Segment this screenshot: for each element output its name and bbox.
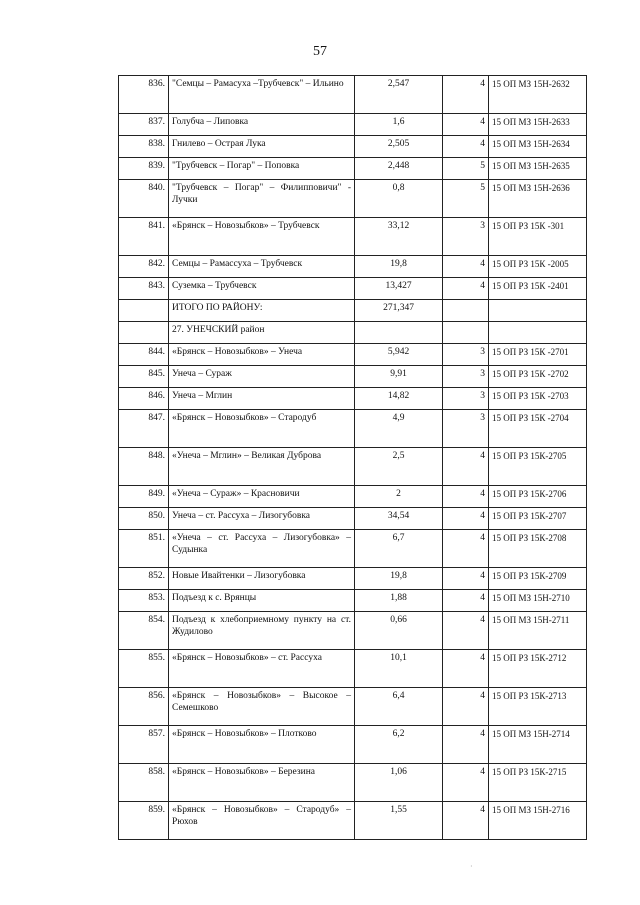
road-length: 2,5 — [355, 448, 443, 486]
road-code: 15 ОП МЗ 15Н-2711 — [489, 612, 587, 650]
road-name: «Брянск – Новозыбков» – Стародуб — [169, 410, 355, 448]
table-row — [119, 158, 587, 180]
road-name: «Брянск – Новозыбков» – Березина — [169, 764, 355, 802]
table-row — [119, 486, 587, 508]
roads-table — [118, 75, 587, 840]
road-category: 4 — [443, 278, 489, 300]
road-length: 6,4 — [355, 688, 443, 726]
row-number: 857. — [119, 726, 169, 764]
table-row — [119, 688, 587, 726]
table-row — [119, 256, 587, 278]
road-length: 1,88 — [355, 590, 443, 612]
table-row — [119, 508, 587, 530]
table-row — [119, 590, 587, 612]
road-length: 19,8 — [355, 568, 443, 590]
road-code: 15 ОП МЗ 15Н-2714 — [489, 726, 587, 764]
row-number: 848. — [119, 448, 169, 486]
road-category: 4 — [443, 508, 489, 530]
row-number: 852. — [119, 568, 169, 590]
table-row — [119, 114, 587, 136]
table-row — [119, 218, 587, 256]
row-number: 845. — [119, 366, 169, 388]
row-number — [119, 300, 169, 322]
road-category: 4 — [443, 688, 489, 726]
row-number — [119, 322, 169, 344]
table-row — [119, 278, 587, 300]
road-name: «Брянск – Новозыбков» – Плотково — [169, 726, 355, 764]
row-number: 842. — [119, 256, 169, 278]
road-name: Унеча – Мглин — [169, 388, 355, 410]
road-name: «Унеча – Мглин» – Великая Дуброва — [169, 448, 355, 486]
row-number: 844. — [119, 344, 169, 366]
road-code: 15 ОП РЗ 15К-2707 — [489, 508, 587, 530]
table-row — [119, 568, 587, 590]
road-category: 4 — [443, 136, 489, 158]
road-length: 5,942 — [355, 344, 443, 366]
road-name: "Трубчевск – Погар" – Поповка — [169, 158, 355, 180]
road-code: 15 ОП РЗ 15К -2704 — [489, 410, 587, 448]
road-name: «Брянск – Новозыбков» – Стародуб» – Рюхов — [169, 802, 355, 840]
road-name: «Унеча – Сураж» – Красновичи — [169, 486, 355, 508]
road-name: ИТОГО ПО РАЙОНУ: — [169, 300, 355, 322]
road-category: 3 — [443, 410, 489, 448]
road-category: 4 — [443, 114, 489, 136]
road-length: 2,547 — [355, 76, 443, 114]
row-number: 836. — [119, 76, 169, 114]
road-length: 33,12 — [355, 218, 443, 256]
road-length: 14,82 — [355, 388, 443, 410]
road-name: Подъезд к хлебоприемному пункту на ст. Жудилово — [169, 612, 355, 650]
road-length: 2,448 — [355, 158, 443, 180]
road-name: Подъезд к с. Врянцы — [169, 590, 355, 612]
road-length: 0,8 — [355, 180, 443, 218]
road-category: 5 — [443, 180, 489, 218]
row-number: 855. — [119, 650, 169, 688]
road-name: Унеча – ст. Рассуха – Лизогубовка — [169, 508, 355, 530]
table-row — [119, 410, 587, 448]
row-number: 851. — [119, 530, 169, 568]
road-category: 4 — [443, 612, 489, 650]
road-category: 4 — [443, 568, 489, 590]
road-name: Голубча – Липовка — [169, 114, 355, 136]
road-length: 1,06 — [355, 764, 443, 802]
row-number: 840. — [119, 180, 169, 218]
road-length: 2,505 — [355, 136, 443, 158]
road-name: "Семцы – Рамасуха –Трубчевск" – Ильино — [169, 76, 355, 114]
road-category: 3 — [443, 388, 489, 410]
road-category: 3 — [443, 218, 489, 256]
road-code: 15 ОП РЗ 15К-2708 — [489, 530, 587, 568]
road-length: 2 — [355, 486, 443, 508]
road-code: 15 ОП МЗ 15Н-2633 — [489, 114, 587, 136]
road-category: 4 — [443, 590, 489, 612]
table-row — [119, 726, 587, 764]
road-code: 15 ОП РЗ 15К-2715 — [489, 764, 587, 802]
road-code — [489, 322, 587, 344]
road-code: 15 ОП МЗ 15Н-2632 — [489, 76, 587, 114]
road-length: 34,54 — [355, 508, 443, 530]
row-number: 849. — [119, 486, 169, 508]
road-name: Семцы – Рамассуха – Трубчевск — [169, 256, 355, 278]
road-length: 9,91 — [355, 366, 443, 388]
road-category: 5 — [443, 158, 489, 180]
table-row — [119, 764, 587, 802]
road-category: 4 — [443, 802, 489, 840]
road-category: 3 — [443, 344, 489, 366]
road-code: 15 ОП МЗ 15Н-2634 — [489, 136, 587, 158]
road-category: 4 — [443, 650, 489, 688]
road-code: 15 ОП РЗ 15К-2713 — [489, 688, 587, 726]
table-row — [119, 366, 587, 388]
road-category: 4 — [443, 764, 489, 802]
road-category: 4 — [443, 726, 489, 764]
row-number: 838. — [119, 136, 169, 158]
road-code: 15 ОП РЗ 15К-2705 — [489, 448, 587, 486]
road-category: 4 — [443, 256, 489, 278]
road-code: 15 ОП РЗ 15К -2701 — [489, 344, 587, 366]
road-name: Унеча – Сураж — [169, 366, 355, 388]
road-length: 13,427 — [355, 278, 443, 300]
road-length: 1,55 — [355, 802, 443, 840]
road-name: Суземка – Трубчевск — [169, 278, 355, 300]
road-category: 4 — [443, 76, 489, 114]
road-length: 6,7 — [355, 530, 443, 568]
row-number: 839. — [119, 158, 169, 180]
road-name: "Трубчевск – Погар" – Филипповичи" - Лучки — [169, 180, 355, 218]
road-code: 15 ОП РЗ 15К -301 — [489, 218, 587, 256]
row-number: 858. — [119, 764, 169, 802]
road-length — [355, 322, 443, 344]
row-number: 843. — [119, 278, 169, 300]
scan-mark: · — [470, 862, 473, 871]
road-code: 15 ОП РЗ 15К -2005 — [489, 256, 587, 278]
road-length: 4,9 — [355, 410, 443, 448]
table-row — [119, 612, 587, 650]
road-category: 3 — [443, 366, 489, 388]
road-code: 15 ОП РЗ 15К -2703 — [489, 388, 587, 410]
road-length: 19,8 — [355, 256, 443, 278]
table-row — [119, 344, 587, 366]
road-length: 1,6 — [355, 114, 443, 136]
road-length: 10,1 — [355, 650, 443, 688]
table-row — [119, 136, 587, 158]
row-number: 850. — [119, 508, 169, 530]
road-name: Гнилево – Острая Лука — [169, 136, 355, 158]
road-category: 4 — [443, 448, 489, 486]
table-row — [119, 802, 587, 840]
road-name: «Брянск – Новозыбков» – Унеча — [169, 344, 355, 366]
road-name: «Унеча – ст. Рассуха – Лизогубовка» – Судынка — [169, 530, 355, 568]
road-category: 4 — [443, 486, 489, 508]
table-row — [119, 388, 587, 410]
roads-table-body — [119, 76, 587, 840]
road-code: 15 ОП РЗ 15К-2706 — [489, 486, 587, 508]
page-number: 57 — [313, 44, 327, 59]
table-row — [119, 650, 587, 688]
road-code: 15 ОП МЗ 15Н-2636 — [489, 180, 587, 218]
row-number: 847. — [119, 410, 169, 448]
table-row — [119, 448, 587, 486]
road-name: Новые Ивайтенки – Лизогубовка — [169, 568, 355, 590]
road-code: 15 ОП МЗ 15Н-2710 — [489, 590, 587, 612]
road-code: 15 ОП РЗ 15К -2401 — [489, 278, 587, 300]
road-length: 0,66 — [355, 612, 443, 650]
table-row — [119, 300, 587, 322]
road-name: «Брянск – Новозыбков» – ст. Рассуха — [169, 650, 355, 688]
row-number: 837. — [119, 114, 169, 136]
row-number: 856. — [119, 688, 169, 726]
row-number: 859. — [119, 802, 169, 840]
table-row — [119, 530, 587, 568]
row-number: 853. — [119, 590, 169, 612]
road-name: «Брянск – Новозыбков» – Трубчевск — [169, 218, 355, 256]
table-row — [119, 180, 587, 218]
road-code: 15 ОП МЗ 15Н-2716 — [489, 802, 587, 840]
road-name: 27. УНЕЧСКИЙ район — [169, 322, 355, 344]
row-number: 854. — [119, 612, 169, 650]
row-number: 846. — [119, 388, 169, 410]
table-row — [119, 322, 587, 344]
road-code: 15 ОП РЗ 15К-2712 — [489, 650, 587, 688]
row-number: 841. — [119, 218, 169, 256]
road-code: 15 ОП РЗ 15К -2702 — [489, 366, 587, 388]
road-length: 271,347 — [355, 300, 443, 322]
road-category: 4 — [443, 530, 489, 568]
road-code — [489, 300, 587, 322]
road-code: 15 ОП РЗ 15К-2709 — [489, 568, 587, 590]
road-category — [443, 322, 489, 344]
road-length: 6,2 — [355, 726, 443, 764]
road-code: 15 ОП МЗ 15Н-2635 — [489, 158, 587, 180]
table-row — [119, 76, 587, 114]
road-name: «Брянск – Новозыбков» – Высокое – Семешково — [169, 688, 355, 726]
road-category — [443, 300, 489, 322]
